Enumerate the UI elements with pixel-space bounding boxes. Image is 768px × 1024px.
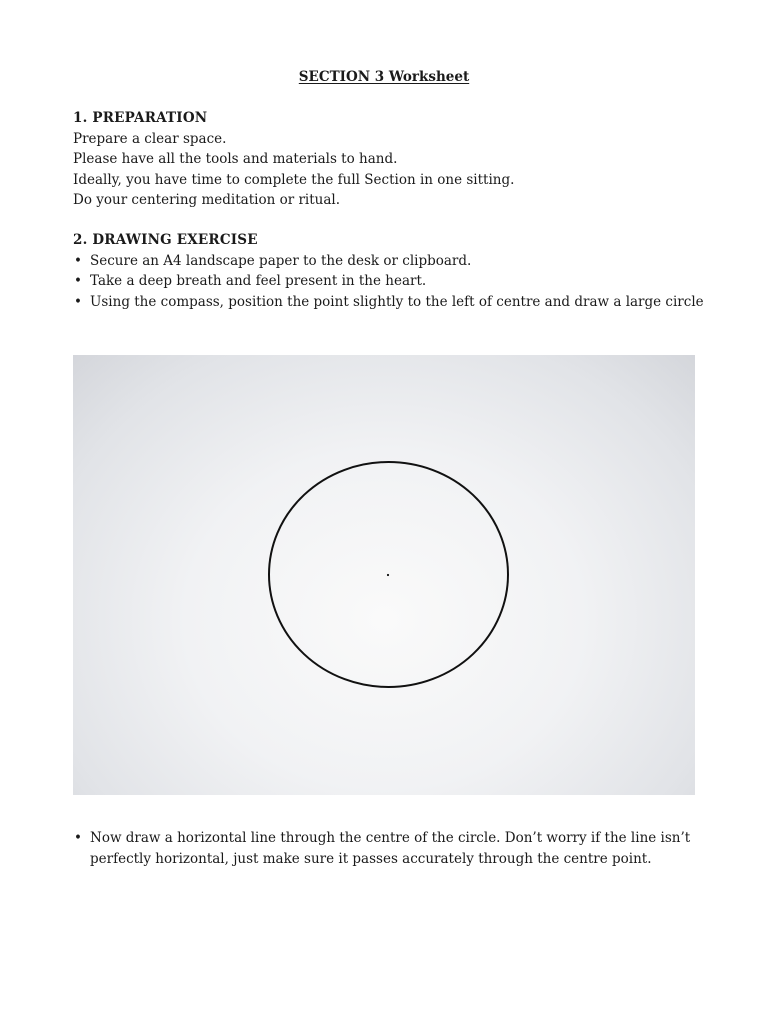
drawing-exercise-section xyxy=(73,230,713,312)
drawing-exercise-list xyxy=(73,251,713,313)
list-item: • Secure an A4 landscape paper to the desk or clipboard. xyxy=(73,251,713,272)
page-title: SECTION 3 Worksheet xyxy=(298,69,470,85)
preparation-line: Ideally, you have time to complete the full Section in one sitting. xyxy=(73,171,515,188)
drawing-exercise-heading: 2. DRAWING EXERCISE xyxy=(73,232,258,248)
centre-point xyxy=(387,574,389,576)
after-image-section xyxy=(73,828,713,869)
preparation-line: Prepare a clear space. xyxy=(73,130,227,147)
preparation-heading: 1. PREPARATION xyxy=(73,110,208,126)
preparation-line: Do your centering meditation or ritual. xyxy=(73,192,340,208)
after-image-list xyxy=(73,828,713,869)
list-item: • Now draw a horizontal line through the centre of the circle. Don’t worry if the line isn’t perfectly horizontal, just make sure it passes accurately through the centre point. xyxy=(73,828,713,869)
circle-drawing xyxy=(73,355,695,795)
preparation-section xyxy=(73,108,713,211)
circle-photo xyxy=(73,355,695,795)
list-item: • Using the compass, position the point slightly to the left of centre and draw a large circle xyxy=(73,292,713,313)
preparation-line: Please have all the tools and materials to hand. xyxy=(73,151,398,167)
list-item: • Take a deep breath and feel present in the heart. xyxy=(73,271,713,292)
